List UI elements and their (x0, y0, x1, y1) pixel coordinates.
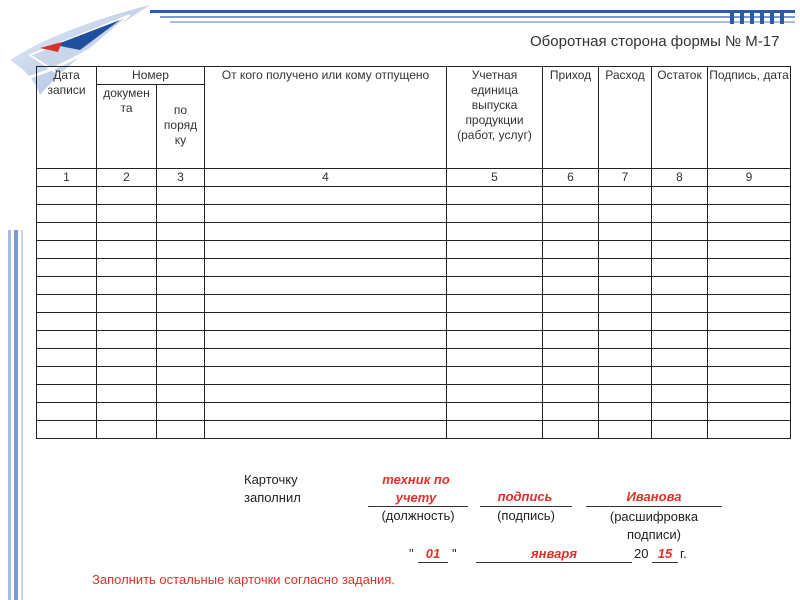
position-value: техник по учету (382, 472, 450, 505)
ledger-cell (708, 187, 791, 205)
ledger-cell (447, 331, 543, 349)
ledger-cell (447, 277, 543, 295)
ledger-cell (37, 187, 97, 205)
ledger-cell (447, 421, 543, 439)
ledger-cell (447, 313, 543, 331)
ledger-cell (37, 367, 97, 385)
ledger-cell (37, 349, 97, 367)
ledger-cell (447, 187, 543, 205)
ledger-cell (599, 277, 652, 295)
header-number: Номер (97, 67, 205, 85)
ledger-row (37, 367, 791, 385)
position-caption: (должность) (381, 508, 455, 523)
date-month: января (530, 546, 577, 561)
ledger-cell (97, 385, 157, 403)
ledger-cell (447, 367, 543, 385)
ledger-cell (205, 205, 447, 223)
header-income: Приход (543, 67, 599, 169)
ledger-cell (599, 223, 652, 241)
instruction-note: Заполнить остальные карточки согласно задания. (92, 572, 395, 587)
day-underline (418, 562, 448, 563)
ledger-cell (447, 259, 543, 277)
ledger-cell (97, 277, 157, 295)
signature-underline (480, 506, 572, 507)
column-number: 3 (157, 169, 205, 187)
ledger-cell (157, 277, 205, 295)
ledger-row (37, 385, 791, 403)
ledger-cell (708, 349, 791, 367)
ledger-cell (543, 241, 599, 259)
ledger-row (37, 187, 791, 205)
ledger-cell (157, 331, 205, 349)
date-year: 15 (657, 546, 673, 561)
ledger-cell (37, 205, 97, 223)
ledger-cell (447, 385, 543, 403)
ledger-cell (37, 403, 97, 421)
ledger-cell (205, 223, 447, 241)
ledger-cell (599, 367, 652, 385)
column-number: 8 (652, 169, 708, 187)
ledger-cell (599, 205, 652, 223)
ledger-cell (599, 421, 652, 439)
ledger-cell (708, 331, 791, 349)
ledger-cell (157, 367, 205, 385)
ledger-row (37, 421, 791, 439)
ledger-cell (157, 421, 205, 439)
signature-value: подпись (497, 489, 553, 504)
date-year-suffix: г. (680, 546, 687, 561)
year-underline (652, 562, 678, 563)
ledger-cell (97, 205, 157, 223)
header-from-to: От кого получено или кому отпущено (205, 67, 447, 169)
ledger-row (37, 259, 791, 277)
ledger-cell (543, 421, 599, 439)
ledger-table (36, 66, 791, 439)
ledger-cell (599, 385, 652, 403)
ledger-cell (37, 277, 97, 295)
ledger-cell (97, 259, 157, 277)
ledger-cell (708, 241, 791, 259)
ledger-cell (97, 367, 157, 385)
ledger-cell (599, 403, 652, 421)
ledger-row (37, 331, 791, 349)
ledger-cell (543, 367, 599, 385)
ledger-cell (157, 223, 205, 241)
column-number: 6 (543, 169, 599, 187)
ledger-cell (205, 385, 447, 403)
ledger-row (37, 349, 791, 367)
ledger-cell (447, 403, 543, 421)
ledger-cell (708, 421, 791, 439)
ledger-cell (599, 349, 652, 367)
header-expense: Расход (599, 67, 652, 169)
ledger-cell (97, 241, 157, 259)
ledger-cell (708, 385, 791, 403)
ledger-row (37, 313, 791, 331)
ledger-cell (543, 277, 599, 295)
name-underline (586, 506, 722, 507)
left-side-decoration (2, 230, 30, 600)
ledger-cell (97, 403, 157, 421)
ledger-cell (447, 241, 543, 259)
ledger-cell (652, 205, 708, 223)
ledger-cell (157, 205, 205, 223)
column-number: 9 (708, 169, 791, 187)
ledger-cell (37, 385, 97, 403)
ledger-cell (205, 313, 447, 331)
ledger-cell (157, 349, 205, 367)
ledger-cell (205, 331, 447, 349)
header-date: Дата записи (37, 67, 97, 169)
ledger-cell (157, 295, 205, 313)
date-quote-close: " (452, 546, 457, 561)
ledger-row (37, 205, 791, 223)
ledger-cell (97, 331, 157, 349)
header-signature-date: Подпись, дата (708, 67, 791, 169)
ledger-cell (652, 277, 708, 295)
ledger-cell (599, 259, 652, 277)
ledger-cell (543, 205, 599, 223)
ledger-cell (708, 403, 791, 421)
ledger-cell (652, 223, 708, 241)
ledger-cell (205, 277, 447, 295)
date-quote-open: " (409, 546, 414, 561)
header-stripes-decoration (150, 8, 795, 28)
column-number: 2 (97, 169, 157, 187)
ledger-cell (37, 259, 97, 277)
ledger-cell (652, 295, 708, 313)
ledger-cell (447, 223, 543, 241)
header-seq-number: по поряд ку (157, 85, 205, 169)
ledger-cell (708, 313, 791, 331)
ledger-cell (37, 241, 97, 259)
signature-caption: (подпись) (497, 508, 555, 523)
ledger-cell (543, 331, 599, 349)
ledger-cell (37, 313, 97, 331)
column-number: 1 (37, 169, 97, 187)
ledger-cell (543, 223, 599, 241)
ledger-cell (97, 421, 157, 439)
date-year-prefix: 20 (634, 546, 649, 561)
ledger-cell (652, 259, 708, 277)
ledger-cell (599, 331, 652, 349)
ledger-cell (205, 403, 447, 421)
ledger-cell (599, 295, 652, 313)
ledger-cell (37, 421, 97, 439)
ledger-cell (205, 187, 447, 205)
ledger-cell (157, 385, 205, 403)
ledger-cell (543, 349, 599, 367)
ledger-cell (543, 385, 599, 403)
ledger-cell (652, 385, 708, 403)
ledger-cell (97, 295, 157, 313)
column-number: 5 (447, 169, 543, 187)
ledger-cell (543, 313, 599, 331)
ledger-cell (543, 187, 599, 205)
column-number: 4 (205, 169, 447, 187)
ledger-cell (97, 223, 157, 241)
name-caption: (расшифровка подписи) (609, 509, 699, 542)
date-day: 01 (425, 546, 441, 561)
ledger-cell (599, 187, 652, 205)
ledger-cell (708, 295, 791, 313)
ledger-cell (205, 259, 447, 277)
column-numbers-row (37, 169, 791, 187)
form-title: Оборотная сторона формы № М-17 (530, 33, 780, 50)
ledger-cell (37, 331, 97, 349)
ledger-cell (599, 241, 652, 259)
ledger-cell (205, 367, 447, 385)
header-doc-number: докумен та (97, 85, 157, 169)
ledger-cell (157, 241, 205, 259)
ledger-cell (447, 295, 543, 313)
ledger-cell (652, 403, 708, 421)
ledger-cell (205, 241, 447, 259)
ledger-cell (543, 259, 599, 277)
name-value: Иванова (626, 489, 682, 504)
ledger-row (37, 277, 791, 295)
ledger-cell (157, 313, 205, 331)
column-number: 7 (599, 169, 652, 187)
ledger-cell (652, 331, 708, 349)
ledger-cell (652, 367, 708, 385)
month-underline (476, 562, 632, 563)
ledger-row (37, 403, 791, 421)
ledger-cell (652, 349, 708, 367)
ledger-cell (543, 403, 599, 421)
ledger-cell (97, 313, 157, 331)
ledger-row (37, 223, 791, 241)
ledger-row (37, 241, 791, 259)
ledger-cell (205, 349, 447, 367)
ledger-cell (708, 205, 791, 223)
ledger-cell (205, 421, 447, 439)
ledger-cell (37, 295, 97, 313)
ledger-cell (652, 187, 708, 205)
filled-by-label: Карточку заполнил (244, 472, 301, 505)
ledger-cell (447, 349, 543, 367)
ledger-cell (652, 313, 708, 331)
ledger-cell (652, 421, 708, 439)
ledger-cell (708, 367, 791, 385)
ledger-cell (447, 205, 543, 223)
ledger-cell (708, 223, 791, 241)
ledger-cell (599, 313, 652, 331)
header-unit: Учетная единица выпуска продукции (работ, услуг) (447, 67, 543, 169)
ledger-cell (157, 403, 205, 421)
ledger-cell (157, 187, 205, 205)
ledger-cell (543, 295, 599, 313)
ledger-cell (205, 295, 447, 313)
ledger-cell (652, 241, 708, 259)
header-balance: Остаток (652, 67, 708, 169)
position-underline (368, 506, 468, 507)
ledger-cell (708, 259, 791, 277)
ledger-cell (708, 277, 791, 295)
ledger-cell (37, 223, 97, 241)
ledger-cell (97, 187, 157, 205)
ledger-cell (97, 349, 157, 367)
ledger-cell (157, 259, 205, 277)
ledger-row (37, 295, 791, 313)
